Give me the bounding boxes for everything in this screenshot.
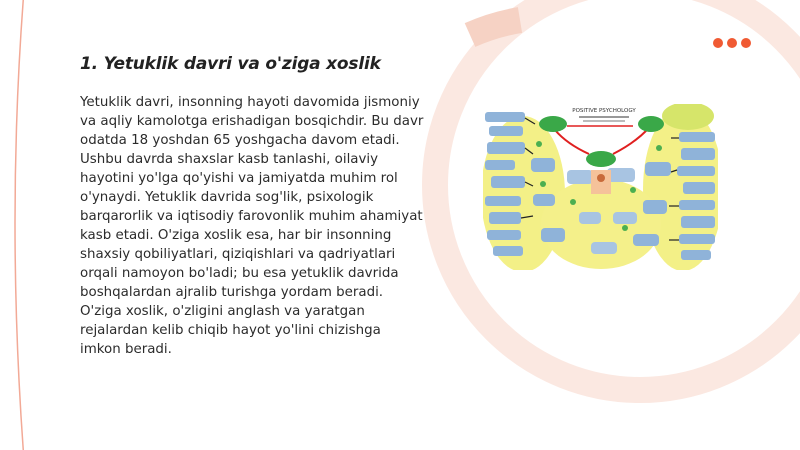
mind-map-image <box>483 104 718 270</box>
menu-dots-icon <box>713 38 751 48</box>
slide-body-text: Yetuklik davri, insonning hayoti davomida jismoniy va aqliy kamolotga erishadigan bosqichdir. Bu davr odatda 18 yoshdan 65 yoshgacha davom etadi. Ushbu davrda shaxslar kasb tanlashi, oilaviy hayotini yo'lga qo'yishi va jamiyatda muhim rol o'ynaydi. Yetuklik davrida sog'lik, psixologik barqarorlik va iqtisodiy farovonlik muhim ahamiyat kasb etadi. O'ziga xoslik esa, har bir insonning shaxsiy qobiliyatlari, qiziqishlari va qadriyatlari orqali namoyon bo'ladi; bu esa yetuklik davrida boshqalardan ajralib turishga yordam beradi. O'ziga xoslik, o'zligini anglash va yaratgan rejalardan kelib chiqib hayot yo'lini chizishga imkon beradi. <box>80 95 424 357</box>
figure-title: POSITIVE PSYCHOLOGY <box>572 108 636 114</box>
slide-title: 1. Yetuklik davri va o'ziga xoslik <box>80 54 381 74</box>
